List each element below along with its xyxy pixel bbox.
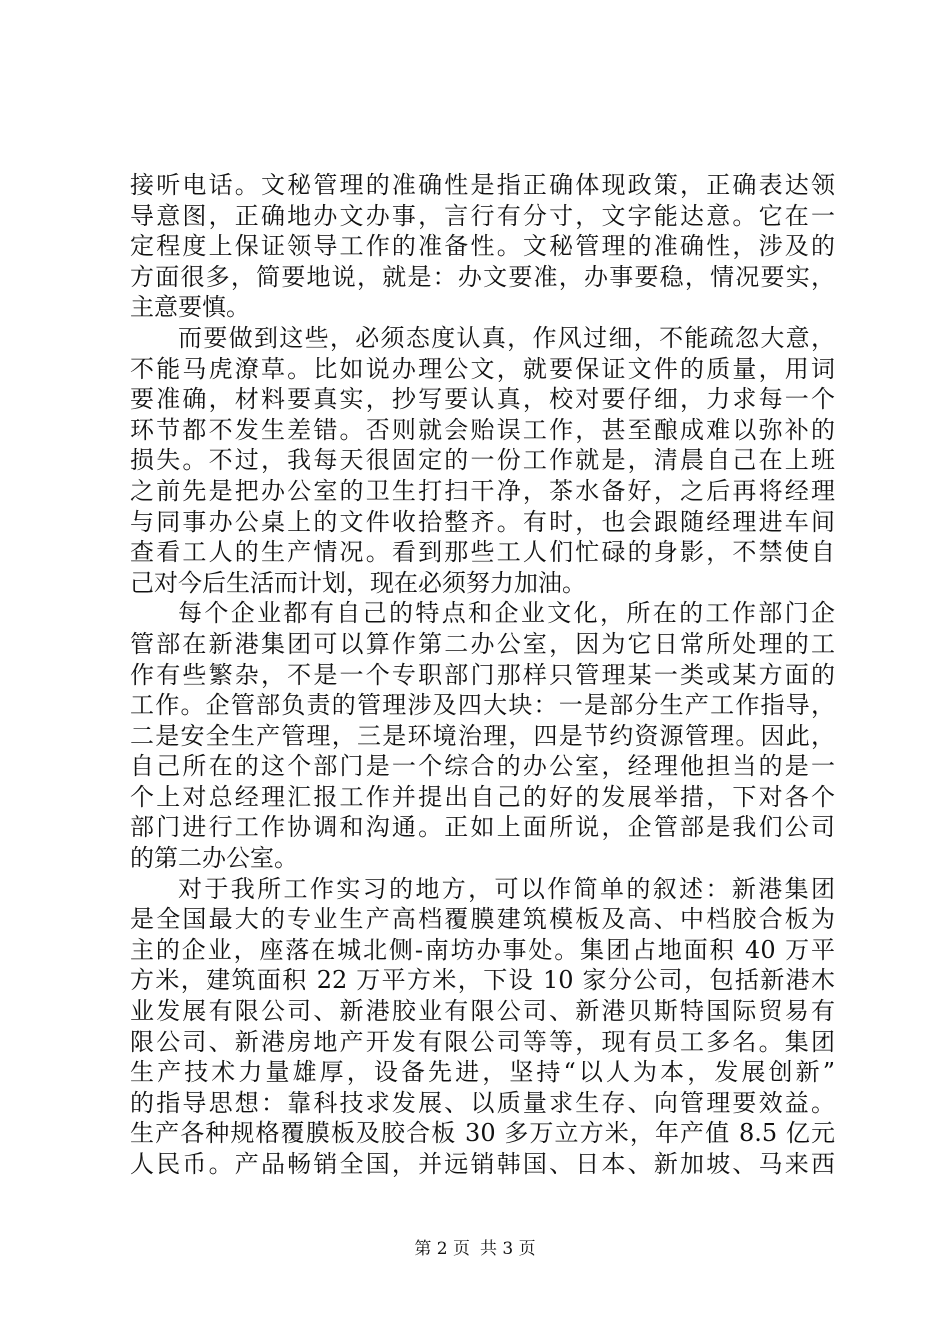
text-line: 人民币。产品畅销全国，并远销韩国、日本、新加坡、马来西: [130, 1150, 835, 1178]
text-line: 管部在新港集团可以算作第二办公室，因为它日常所处理的工: [130, 629, 835, 658]
text-line: 定程度上保证领导工作的准备性。文秘管理的准确性，涉及的: [130, 232, 835, 261]
text-line: 与同事办公桌上的文件收拾整齐。有时，也会跟随经理进车间: [130, 507, 835, 536]
text-line: 不能马虎潦草。比如说办理公文，就要保证文件的质量，用词: [130, 354, 835, 383]
text-line: 作有些繁杂，不是一个专职部门那样只管理某一类或某方面的: [130, 660, 835, 689]
text-line: 之前先是把办公室的卫生打扫干净，茶水备好，之后再将经理: [130, 476, 835, 505]
text-line: 方米，建筑面积 22 万平方米，下设 10 家分公司，包括新港木: [130, 966, 835, 995]
page-total: 共 3 页: [480, 1239, 536, 1259]
text-line: 接听电话。文秘管理的准确性是指正确体现政策，正确表达领: [130, 171, 835, 199]
text-line: 工作。企管部负责的管理涉及四大块：一是部分生产工作指导，: [130, 691, 835, 720]
text-line: 二是安全生产管理，三是环境治理，四是节约资源管理。因此，: [130, 721, 835, 750]
text-line: 是全国最大的专业生产高档覆膜建筑模板及高、中档胶合板为: [130, 905, 835, 934]
text-line: 方面很多，简要地说，就是：办文要准，办事要稳，情况要实，: [130, 262, 835, 291]
text-line: 环节都不发生差错。否则就会贻误工作，甚至酿成难以弥补的: [130, 415, 835, 444]
text-line: 损失。不过，我每天很固定的一份工作就是，清晨自己在上班: [130, 446, 835, 475]
text-line: 生产各种规格覆膜板及胶合板 30 多万立方米，年产值 8.5 亿元: [130, 1119, 835, 1148]
page-footer: [0, 1238, 950, 1260]
text-line: 业发展有限公司、新港胶业有限公司、新港贝斯特国际贸易有: [130, 997, 835, 1026]
text-line: 己对今后生活而计划，现在必须努力加油。: [130, 568, 586, 597]
text-line: 限公司、新港房地产开发有限公司等等，现有员工多名。集团: [130, 1027, 835, 1056]
text-line: 要准确，材料要真实，抄写要认真，校对要仔细，力求每一个: [130, 385, 835, 414]
page-number: 第 2 页: [414, 1239, 470, 1259]
text-line: 查看工人的生产情况。看到那些工人们忙碌的身影，不禁使自: [130, 538, 835, 567]
text-line: 部门进行工作协调和沟通。正如上面所说，企管部是我们公司: [130, 813, 835, 842]
text-line: 的第二办公室。: [130, 844, 298, 873]
text-line: 对于我所工作实习的地方，可以作简单的叙述：新港集团: [178, 874, 835, 903]
text-line: 导意图，正确地办文办事，言行有分寸，文字能达意。它在一: [130, 201, 835, 230]
text-line: 主的企业，座落在城北侧-南坊办事处。集团占地面积 40 万平: [130, 935, 835, 964]
text-line: 的指导思想：靠科技求发展、以质量求生存、向管理要效益。: [130, 1088, 835, 1117]
text-line: 生产技术力量雄厚，设备先进，坚持“以人为本，发展创新”: [130, 1058, 835, 1087]
text-line: 主意要慎。: [130, 293, 250, 322]
body-text: [130, 170, 835, 1180]
text-line: 自己所在的这个部门是一个综合的办公室，经理他担当的是一: [130, 752, 835, 781]
text-line: 每个企业都有自己的特点和企业文化，所在的工作部门企: [178, 599, 835, 628]
text-line: 个上对总经理汇报工作并提出自己的好的发展举措，下对各个: [130, 782, 835, 811]
text-line: 而要做到这些，必须态度认真，作风过细，不能疏忽大意，: [178, 323, 835, 352]
